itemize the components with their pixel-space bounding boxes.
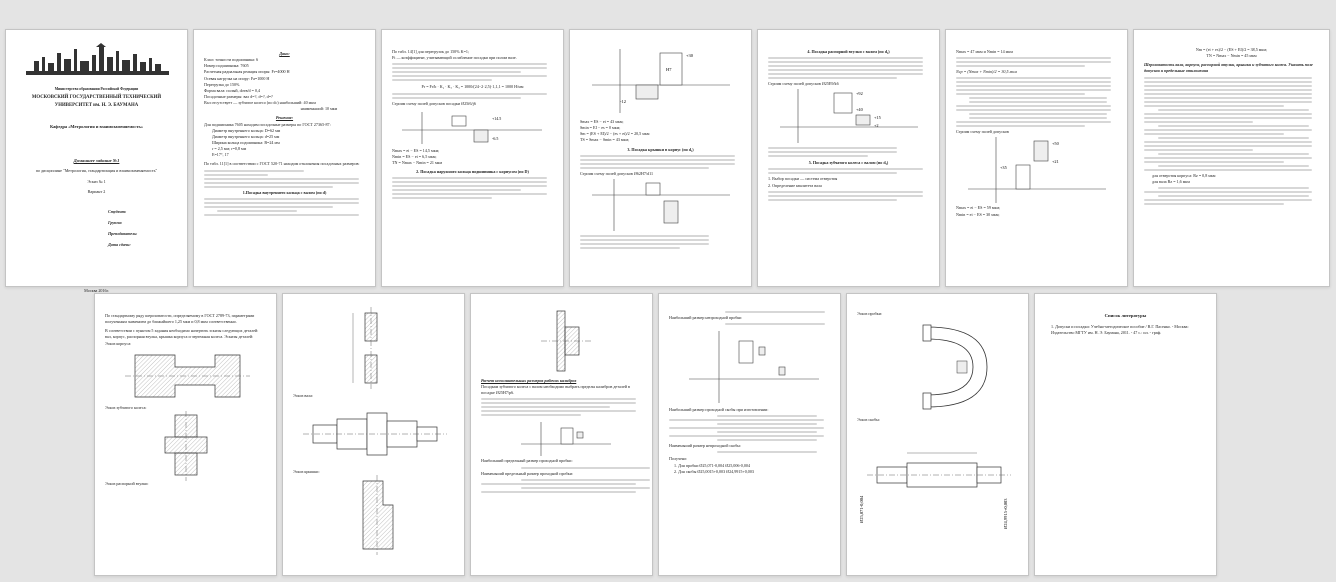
sketch-cover-caption: Эскиз крышки:	[293, 469, 320, 475]
given-item: Осевая нагрузка на опору: Fa=1000 Н	[204, 75, 270, 81]
university-name: МОСКОВСКИЙ ГОСУДАРСТВЕННЫЙ ТЕХНИЧЕСКИЙ УНИВЕРСИТЕТ им. Н. Э. БАУМАНА	[31, 95, 162, 108]
bullet-item: E=17°, 17	[212, 152, 229, 158]
tn-value: TN = Nmax − Nmin = 21 мкм	[392, 159, 443, 165]
solution-heading: Решение:	[275, 115, 294, 121]
label-92: +92	[856, 91, 863, 97]
result-clamp: 2. Для скобы Ø25,0015+0,003 Ø24,9915+0,003	[674, 468, 754, 474]
date-label: Дата сдачи:	[108, 242, 131, 248]
given-item: Класс точности подшипника: 6	[204, 57, 259, 63]
scheme-caption: Строим схему полей допусков	[956, 129, 1009, 135]
page-12[interactable]	[846, 293, 1029, 576]
p6-head: Nmax = 47 мкм и Nmin = 14 мкм	[956, 49, 1013, 54]
page-8[interactable]	[94, 293, 277, 576]
bullet-item: Диаметр внутреннего кольца: d=25 мм	[212, 133, 280, 139]
scheme-number: Эскиз № 1	[87, 179, 106, 185]
clamp-field-diagram	[669, 327, 832, 407]
nmin-value: Nmin = ES − ei = 6,5 мкм;	[392, 153, 437, 159]
group-label: Группа:	[108, 219, 123, 225]
tn-value: TN = Nmax − Nmin = 45 мкм	[1206, 53, 1257, 59]
label-plus30: +30	[686, 53, 694, 58]
load-formula: Pr = Fr/b · K₁ · K₂ · K₃ = 1000/(24−2·2,5)·1,1,1 = 1000 Н/мм	[421, 84, 524, 90]
p3-text-1: По табл. 14[1] для перегрузок до 150% K=1;	[392, 49, 470, 54]
page-10[interactable]	[470, 293, 653, 576]
bullet-item: Ширина кольца подшипника: B=24 мм	[212, 139, 280, 145]
p11-text-3: Наименьший размер непроходной скобы:	[669, 443, 742, 449]
ts-value: TS = Smax − Smin = 43 мкм;	[580, 137, 630, 143]
dim-1-text: Ø25,071-0,004	[859, 496, 864, 524]
city-year: Москва 2016г.	[84, 288, 109, 294]
given-item: Вал отсутствует — зубчатое колесо (по dc) наибольший: 40 мкм	[204, 100, 316, 106]
result-plug: 1. Для пробки Ø25,071-0,004 Ø25,006-0,004	[674, 462, 751, 468]
page-6[interactable]	[945, 29, 1128, 287]
variant-number: Вариант 2	[87, 188, 106, 194]
section-3-title: 3. Посадка крышки в корпус (по d₁)	[627, 146, 694, 152]
bullet-item: Диаметр внутреннего кольца: D=62 мм	[212, 127, 281, 133]
p11-text-1: Наибольший размер непроходной пробки	[669, 315, 742, 320]
university-logo	[16, 45, 179, 85]
p10-text: Посадкам зубчатого колеса с валом необходимо выбрать пределы калибров деталей в посадке Ø25H7/p6.	[481, 384, 630, 396]
p8-text: По стандартному ряду шероховатости, определяемому в ГОСТ 2789-73, параметрами полученным значением до ближайшего 1,25 мкм и 0,8 мкм соответственно.	[105, 313, 255, 325]
nmax-value: Nmax = ei − ES = 59 мкм;	[956, 205, 1001, 211]
p10-text-2: Наибольший предельный размер проходной пробки:	[481, 458, 573, 464]
p11-text-2: Наибольший размер проходной скобы при изготовлении:	[669, 407, 769, 413]
section-5-title: 5. Посадка зубчатого колеса с валом (по d₃)	[808, 160, 889, 166]
list-item: 2. Определение квалитета вала	[768, 182, 822, 188]
reference-item: 1. Допуски и посадки: Учебно-методическое пособие / В.Г. Пасенко. - Москва: Издательство МГТУ им. Н. Э. Баумана, 2011. - 47 с.: ил. - граф.	[1051, 323, 1189, 336]
sketch-plug-caption: Эскиз пробки:	[857, 311, 883, 316]
sketch-shaft-caption: Эскиз вала:	[293, 393, 314, 398]
page-13[interactable]	[1034, 293, 1217, 576]
given-item: Перегрузка до 150%	[204, 81, 240, 87]
housing-sketch	[105, 347, 268, 405]
p3-text-2: Ft — коэффициент, учитывающий ослабление посадки при полом вале.	[392, 55, 517, 61]
sketch-clamp-caption: Эскиз скобы:	[857, 417, 880, 423]
given-list	[204, 57, 365, 112]
bullet-item: r = 2,5 мм; r=0,8 мм	[212, 146, 247, 152]
roughness-section: Шероховатость вала, корпуса, распорной втулки, крышки и зубчатого колеса. Указать поле допусков и предельные отклонения	[1144, 62, 1313, 74]
given-item: наименьший: 10 мкм	[300, 106, 338, 112]
gauge-field-diagram	[481, 418, 644, 458]
page-3[interactable]	[381, 29, 564, 287]
p8-text-2: В соответствии с пунктом 5 задания необходимо начертить эскизы следующих деталей: вал, корпус, распорная втулка, крышка корпуса и чертежная колеса. Эскизы деталей:	[105, 328, 259, 340]
references-title: Список литературы	[1104, 313, 1147, 318]
page-11[interactable]	[658, 293, 841, 576]
sm-value: Sm = (ES + EI)/2 − (es + ei)/2 = 20,5 мкм	[580, 131, 650, 137]
ministry-name: Министерство образования Российской Федерации	[54, 87, 139, 91]
result-heading: Получено:	[669, 456, 688, 462]
given-item: Номер подшипника: 7605	[204, 63, 249, 69]
given-item: Посадочные размеры: вал d=?, d=?, d=?	[204, 93, 273, 99]
subject-line: по дисциплине "Метрология, стандартизация и взаимозаменяемость"	[35, 168, 158, 174]
svg-text:+14.5: +14.5	[492, 115, 502, 121]
nmax-value: Nmax = ei − ES = 14,5 мкм;	[392, 147, 440, 153]
label-35: +35	[1000, 165, 1007, 171]
student-label: Студент:	[108, 208, 127, 214]
smax-value: Smax = ES − ei = 43 мкм;	[580, 119, 624, 124]
dim-2-text: Ø24,9915+0,003	[1003, 498, 1008, 530]
gear-sketch	[105, 411, 268, 481]
task-title: Домашнее задание №1	[73, 158, 120, 164]
fit-diagram-E9	[768, 87, 931, 145]
label-15: +15	[874, 115, 881, 121]
fit-diagram-p6	[956, 135, 1119, 205]
label-50: +50	[1052, 141, 1059, 147]
page-2[interactable]	[193, 29, 376, 287]
plug-sketch	[481, 303, 644, 378]
p10-text-3: Наименьший предельный размер проходной пробки:	[481, 470, 574, 476]
tolerance-field-diagram	[392, 108, 555, 148]
page-7[interactable]	[1133, 29, 1330, 287]
page-9[interactable]	[282, 293, 465, 576]
tolerance-note: По табл. 11[1] в соответствии с ГОСТ 520-71 находим отклонения посадочных размеров:	[204, 161, 360, 167]
page-cover[interactable]	[5, 29, 188, 294]
given-item: Расчетная радиальная реакция опоры: Fr=4000 Н	[204, 69, 290, 75]
sketch-housing-caption: Эскиз корпуса:	[105, 340, 132, 346]
plug-drawing	[857, 423, 1020, 533]
roughness-bullet: для вала Rz = 1,6 мкм	[1152, 178, 1190, 184]
cover-sketch	[293, 475, 456, 555]
section-4-title: 4. Посадка распорной втулки с валом (по d₂)	[807, 49, 890, 54]
teacher-label: Преподаватель:	[108, 230, 138, 236]
scheme-caption: Строим схему полей допусков посадки Ø25f6/j6	[392, 101, 476, 107]
fit-diagram-d11	[580, 177, 743, 233]
label-40: +40	[856, 107, 863, 113]
label-2: +2	[874, 123, 879, 129]
label-21: +21	[1052, 159, 1059, 165]
solution-text: Для подшипника 7605 находим посадочные размеры по ГОСТ 27365-87:	[204, 121, 331, 127]
given-item: Форма вала: полый, dотв/d = 0,4	[204, 87, 261, 93]
page-5[interactable]	[757, 29, 940, 287]
given-heading: Дано:	[279, 51, 290, 56]
roughness-bullet: для отверстия корпуса: Rz = 0,8 мкм	[1152, 172, 1216, 178]
clamp-sketch	[857, 317, 1020, 417]
spacer-sketch	[293, 303, 456, 393]
department-name: Кафедра «Метрология и взаимозаменяемость»	[49, 123, 143, 129]
scheme-caption: Строим схему полей допусков Ø25E9/k6	[768, 81, 839, 87]
label-minus12: -12	[620, 99, 626, 104]
page-4[interactable]	[569, 29, 752, 287]
label-H7: H7	[666, 67, 672, 72]
section-1-title: 1.Посадка внутреннего кольца с валом (по d)	[242, 189, 327, 195]
ncp-formula: Ncp = (Nmax + Nmin)/2 = 30,5 мкм	[956, 69, 1017, 75]
fit-diagram-H7	[580, 39, 743, 119]
sketch-gear-caption: Эскиз зубчатого колеса:	[105, 404, 147, 410]
shaft-sketch	[293, 399, 456, 469]
nm-formula: Nm = (ei + es)/2 − (ES + EI)/2 = 38,5 мкм;	[1195, 47, 1268, 52]
gauge-calc-title: Расчет исполнительных размеров рабочих калибров	[481, 378, 577, 383]
list-item: 1. Выбор посадки — система отверстия	[768, 176, 838, 182]
smin-value: Smin = EI − es = 0 мкм;	[580, 125, 621, 131]
nmin-value: Nmin = ei − ES = 30 мкм;	[956, 211, 1000, 217]
scheme-caption: Строим схему полей допусков Ø62H7/d11	[580, 170, 654, 176]
svg-text:-6.5: -6.5	[492, 135, 499, 141]
sketch-spacer-caption: Эскиз распорной втулки:	[105, 480, 149, 486]
section-2-title: 2. Посадка наружного кольца подшипника с корпусом (по D)	[416, 168, 529, 174]
